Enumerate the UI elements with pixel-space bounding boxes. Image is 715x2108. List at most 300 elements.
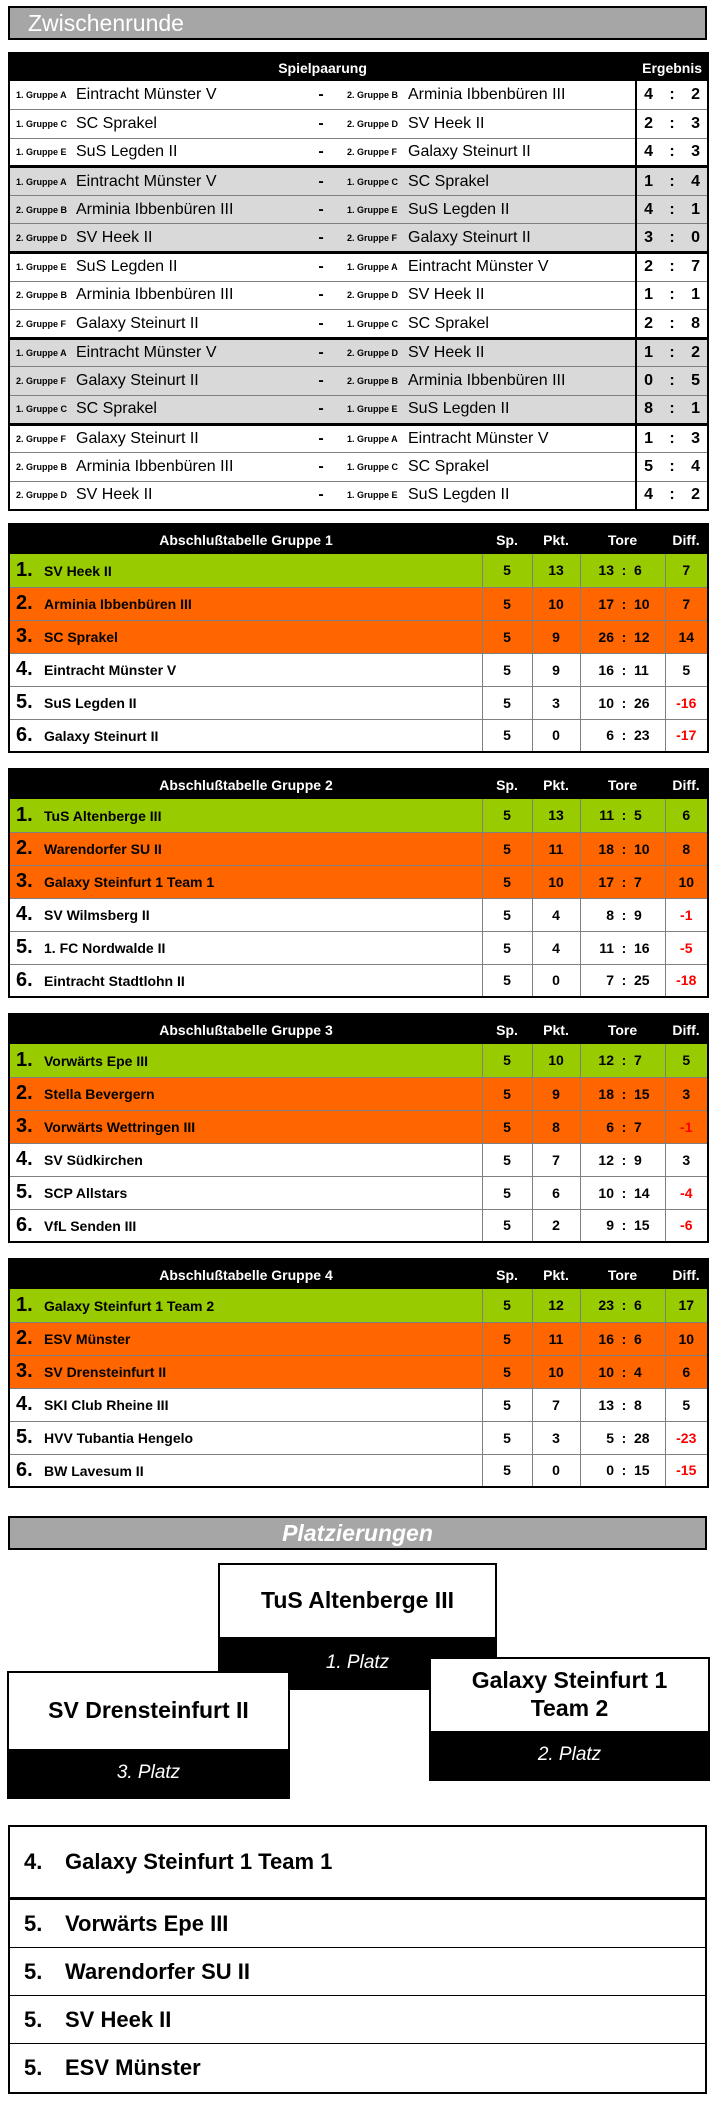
rank-number: 2.: [16, 837, 33, 859]
goals-for: 6: [580, 719, 618, 752]
ranking-number: 5.: [24, 2006, 43, 2032]
diff-header: Diff.: [665, 1259, 708, 1289]
team-name: Stella Bevergern: [44, 1086, 155, 1102]
goals-for: 12: [580, 1044, 618, 1077]
team-name: Galaxy Steinfurt 1 Team 2: [44, 1297, 215, 1314]
points: 0: [532, 964, 580, 997]
match-row: [9, 281, 708, 310]
goals-against: 9: [630, 1143, 665, 1176]
away-group-label: 2. Gruppe B: [341, 367, 408, 396]
goals-against: 12: [630, 620, 665, 653]
games-played: 5: [482, 719, 532, 752]
away-team: SV Heek II: [408, 281, 636, 310]
points: 4: [532, 931, 580, 964]
goals-colon: :: [618, 1388, 630, 1421]
pairing-header: Spielpaarung: [9, 53, 636, 81]
goals-against: 10: [630, 832, 665, 865]
goal-difference: -5: [665, 931, 708, 964]
points: 11: [532, 1322, 580, 1355]
home-team: SuS Legden II: [76, 253, 301, 282]
rank-number: 6.: [16, 723, 33, 746]
standings-row: [9, 620, 708, 653]
team-cell: [9, 1110, 482, 1143]
home-team: Galaxy Steinurt II: [76, 310, 301, 339]
away-score: 2: [684, 81, 708, 110]
team-cell: [9, 1209, 482, 1242]
goals-colon: :: [618, 1077, 630, 1110]
podium-second-place: 2. Platz: [537, 1744, 602, 1765]
points: 9: [532, 620, 580, 653]
team-name: Galaxy Steinurt II: [44, 727, 159, 744]
points: 8: [532, 1110, 580, 1143]
games-played: 5: [482, 898, 532, 931]
goals-colon: :: [618, 865, 630, 898]
ranking-row: [10, 1900, 705, 1948]
away-team: SC Sprakel: [408, 310, 636, 339]
team-name: Vorwärts Wettringen III: [44, 1119, 196, 1135]
team-cell: [9, 1289, 482, 1322]
vs-dash: -: [301, 424, 341, 453]
rank-number: 4.: [16, 903, 33, 925]
games-played: 5: [482, 1454, 532, 1487]
goal-difference: 7: [665, 554, 708, 587]
goals-against: 11: [630, 653, 665, 686]
away-group-label: 2. Gruppe D: [341, 281, 408, 310]
group-header-row: [9, 1259, 708, 1289]
home-score: 4: [636, 481, 660, 510]
standings-row: [9, 554, 708, 587]
games-played: 5: [482, 1355, 532, 1388]
home-score: 1: [636, 424, 660, 453]
away-group-label: 1. Gruppe E: [341, 195, 408, 224]
match-table: [8, 52, 709, 511]
team-name: Eintracht Stadtlohn II: [44, 972, 185, 989]
home-team: Eintracht Münster V: [76, 338, 301, 367]
ranking-row: [10, 1827, 705, 1900]
games-header: Sp.: [482, 1014, 532, 1044]
vs-dash: -: [301, 481, 341, 510]
score-colon: :: [660, 481, 684, 510]
away-score: 5: [684, 367, 708, 396]
away-score: 1: [684, 195, 708, 224]
vs-dash: -: [301, 310, 341, 339]
goal-difference: -16: [665, 686, 708, 719]
home-score: 8: [636, 396, 660, 425]
away-team: Galaxy Steinurt II: [408, 224, 636, 253]
away-score: 2: [684, 338, 708, 367]
home-group-label: 1. Gruppe E: [9, 253, 76, 282]
home-score: 2: [636, 310, 660, 339]
goals-for: 9: [580, 1209, 618, 1242]
home-score: 1: [636, 167, 660, 196]
vs-dash: -: [301, 338, 341, 367]
goals-for: 16: [580, 1322, 618, 1355]
points: 9: [532, 653, 580, 686]
standings-row: [9, 1077, 708, 1110]
goals-header: Tore: [580, 524, 665, 554]
match-row: [9, 338, 708, 367]
score-colon: :: [660, 281, 684, 310]
standings-row: [9, 865, 708, 898]
group-header-row: [9, 524, 708, 554]
away-score: 3: [684, 138, 708, 167]
match-row: [9, 396, 708, 425]
vs-dash: -: [301, 167, 341, 196]
podium-second: [429, 1657, 710, 1781]
goals-against: 14: [630, 1176, 665, 1209]
score-colon: :: [660, 167, 684, 196]
goals-colon: :: [618, 653, 630, 686]
points-header: Pkt.: [532, 769, 580, 799]
goals-against: 25: [630, 964, 665, 997]
goals-against: 5: [630, 799, 665, 832]
games-played: 5: [482, 653, 532, 686]
points: 2: [532, 1209, 580, 1242]
away-group-label: 2. Gruppe B: [341, 81, 408, 110]
podium-third-team: SV Drensteinfurt II: [9, 1673, 288, 1749]
home-group-label: 1. Gruppe A: [9, 167, 76, 196]
rank-number: 5.: [16, 1181, 33, 1203]
match-row: [9, 110, 708, 139]
rank-number: 1.: [16, 1048, 33, 1071]
standings-row: [9, 1388, 708, 1421]
standings-row: [9, 1110, 708, 1143]
away-group-label: 1. Gruppe A: [341, 424, 408, 453]
standings-row: [9, 1421, 708, 1454]
goals-colon: :: [618, 799, 630, 832]
goals-for: 10: [580, 1176, 618, 1209]
home-group-label: 1. Gruppe C: [9, 110, 76, 139]
home-team: SC Sprakel: [76, 110, 301, 139]
goals-against: 7: [630, 1044, 665, 1077]
goal-difference: -1: [665, 1110, 708, 1143]
team-name: HVV Tubantia Hengelo: [44, 1430, 194, 1446]
away-team: Arminia Ibbenbüren III: [408, 81, 636, 110]
team-name: SKI Club Rheine III: [44, 1397, 169, 1413]
games-played: 5: [482, 1388, 532, 1421]
goals-against: 6: [630, 1322, 665, 1355]
match-row: [9, 367, 708, 396]
points: 12: [532, 1289, 580, 1322]
diff-header: Diff.: [665, 524, 708, 554]
goal-difference: 6: [665, 799, 708, 832]
away-score: 1: [684, 281, 708, 310]
team-name: Vorwärts Epe III: [44, 1052, 148, 1069]
team-name: TuS Altenberge III: [44, 807, 162, 824]
home-team: Eintracht Münster V: [76, 167, 301, 196]
goals-header: Tore: [580, 1014, 665, 1044]
games-played: 5: [482, 554, 532, 587]
away-team: Eintracht Münster V: [408, 424, 636, 453]
group-table-1: [8, 523, 709, 753]
group-table-2: [8, 768, 709, 998]
goals-for: 11: [580, 799, 618, 832]
team-cell: [9, 620, 482, 653]
match-row: [9, 453, 708, 482]
team-name: SV Heek II: [44, 562, 112, 579]
team-name: SV Drensteinfurt II: [44, 1364, 167, 1380]
group-title: Abschlußtabelle Gruppe 4: [9, 1259, 482, 1289]
home-team: Arminia Ibbenbüren III: [76, 195, 301, 224]
points-header: Pkt.: [532, 1259, 580, 1289]
team-name: SC Sprakel: [44, 629, 118, 645]
points: 13: [532, 799, 580, 832]
away-team: SuS Legden II: [408, 396, 636, 425]
points-header: Pkt.: [532, 524, 580, 554]
vs-dash: -: [301, 138, 341, 167]
home-group-label: 2. Gruppe B: [9, 195, 76, 224]
group-table-4: [8, 1258, 709, 1488]
goals-colon: :: [618, 832, 630, 865]
games-header: Sp.: [482, 769, 532, 799]
away-group-label: 1. Gruppe C: [341, 453, 408, 482]
goals-colon: :: [618, 1110, 630, 1143]
score-colon: :: [660, 367, 684, 396]
home-group-label: 2. Gruppe D: [9, 481, 76, 510]
home-score: 1: [636, 338, 660, 367]
goals-colon: :: [618, 719, 630, 752]
team-name: Warendorfer SU II: [44, 841, 162, 857]
standings-row: [9, 931, 708, 964]
team-cell: [9, 653, 482, 686]
team-cell: [9, 799, 482, 832]
team-name: SCP Allstars: [44, 1185, 128, 1201]
goal-difference: 7: [665, 587, 708, 620]
goals-against: 10: [630, 587, 665, 620]
team-cell: [9, 719, 482, 752]
goals-against: 6: [630, 554, 665, 587]
away-group-label: 2. Gruppe D: [341, 110, 408, 139]
away-team: SV Heek II: [408, 110, 636, 139]
away-score: 7: [684, 253, 708, 282]
standings-row: [9, 964, 708, 997]
standings-row: [9, 1176, 708, 1209]
home-group-label: 2. Gruppe B: [9, 281, 76, 310]
standings-row: [9, 1209, 708, 1242]
goals-against: 15: [630, 1454, 665, 1487]
team-cell: [9, 1176, 482, 1209]
points: 11: [532, 832, 580, 865]
goals-for: 10: [580, 686, 618, 719]
goals-colon: :: [618, 1176, 630, 1209]
goals-against: 26: [630, 686, 665, 719]
vs-dash: -: [301, 224, 341, 253]
away-score: 1: [684, 396, 708, 425]
games-played: 5: [482, 1209, 532, 1242]
score-colon: :: [660, 424, 684, 453]
away-group-label: 1. Gruppe A: [341, 253, 408, 282]
ranking-row: [10, 1996, 705, 2044]
points: 10: [532, 587, 580, 620]
games-played: 5: [482, 1044, 532, 1077]
goals-colon: :: [618, 1322, 630, 1355]
diff-header: Diff.: [665, 1014, 708, 1044]
team-cell: [9, 964, 482, 997]
goals-against: 7: [630, 1110, 665, 1143]
score-colon: :: [660, 224, 684, 253]
goals-for: 23: [580, 1289, 618, 1322]
rank-number: 3.: [16, 1115, 33, 1137]
standings-row: [9, 653, 708, 686]
team-cell: [9, 1143, 482, 1176]
rank-number: 2.: [16, 1327, 33, 1349]
home-group-label: 2. Gruppe F: [9, 367, 76, 396]
goals-colon: :: [618, 931, 630, 964]
goals-colon: :: [618, 1143, 630, 1176]
diff-header: Diff.: [665, 769, 708, 799]
ranking-row: [10, 1948, 705, 1996]
rank-number: 1.: [16, 803, 33, 826]
goals-colon: :: [618, 1454, 630, 1487]
goal-difference: 3: [665, 1143, 708, 1176]
match-row: [9, 224, 708, 253]
goal-difference: -23: [665, 1421, 708, 1454]
ranking-number: 5.: [24, 1910, 43, 1936]
rank-number: 5.: [16, 936, 33, 958]
team-name: Arminia Ibbenbüren III: [44, 596, 192, 612]
away-team: SuS Legden II: [408, 195, 636, 224]
games-played: 5: [482, 1322, 532, 1355]
score-colon: :: [660, 81, 684, 110]
match-row: [9, 167, 708, 196]
match-row: [9, 81, 708, 110]
away-group-label: 1. Gruppe C: [341, 310, 408, 339]
away-score: 0: [684, 224, 708, 253]
team-cell: [9, 931, 482, 964]
games-played: 5: [482, 1176, 532, 1209]
games-played: 5: [482, 1077, 532, 1110]
group-header-row: [9, 769, 708, 799]
home-score: 1: [636, 281, 660, 310]
goals-for: 11: [580, 931, 618, 964]
goals-colon: :: [618, 1289, 630, 1322]
goals-against: 7: [630, 865, 665, 898]
goals-for: 10: [580, 1355, 618, 1388]
goals-colon: :: [618, 554, 630, 587]
standings-row: [9, 686, 708, 719]
home-team: Arminia Ibbenbüren III: [76, 281, 301, 310]
match-row: [9, 253, 708, 282]
team-name: ESV Münster: [44, 1331, 131, 1347]
goal-difference: -1: [665, 898, 708, 931]
points: 10: [532, 1355, 580, 1388]
group-title: Abschlußtabelle Gruppe 1: [9, 524, 482, 554]
home-group-label: 1. Gruppe A: [9, 338, 76, 367]
rank-number: 1.: [16, 1293, 33, 1316]
team-cell: [9, 1077, 482, 1110]
goal-difference: -17: [665, 719, 708, 752]
away-group-label: 1. Gruppe E: [341, 481, 408, 510]
goals-colon: :: [618, 620, 630, 653]
home-team: Galaxy Steinurt II: [76, 424, 301, 453]
games-played: 5: [482, 587, 532, 620]
team-name: SuS Legden II: [44, 695, 137, 711]
points: 3: [532, 686, 580, 719]
team-name: Eintracht Münster V: [44, 662, 177, 678]
vs-dash: -: [301, 396, 341, 425]
team-cell: [9, 686, 482, 719]
games-played: 5: [482, 1110, 532, 1143]
goals-colon: :: [618, 1209, 630, 1242]
score-colon: :: [660, 110, 684, 139]
vs-dash: -: [301, 367, 341, 396]
away-score: 4: [684, 453, 708, 482]
goal-difference: 6: [665, 1355, 708, 1388]
away-team: SC Sprakel: [408, 453, 636, 482]
match-row: [9, 481, 708, 510]
team-cell: [9, 898, 482, 931]
goals-for: 6: [580, 1110, 618, 1143]
goals-for: 17: [580, 865, 618, 898]
home-team: Eintracht Münster V: [76, 81, 301, 110]
goals-colon: :: [618, 898, 630, 931]
score-colon: :: [660, 396, 684, 425]
score-colon: :: [660, 338, 684, 367]
team-cell: [9, 832, 482, 865]
points: 10: [532, 865, 580, 898]
goals-for: 5: [580, 1421, 618, 1454]
games-played: 5: [482, 1421, 532, 1454]
goal-difference: 8: [665, 832, 708, 865]
standings-row: [9, 1289, 708, 1322]
group-table-3: [8, 1013, 709, 1243]
match-row: [9, 195, 708, 224]
match-row: [9, 138, 708, 167]
rank-number: 2.: [16, 1082, 33, 1104]
match-row: [9, 310, 708, 339]
goals-for: 0: [580, 1454, 618, 1487]
rank-number: 6.: [16, 1458, 33, 1481]
away-group-label: 2. Gruppe D: [341, 338, 408, 367]
rank-number: 4.: [16, 1148, 33, 1170]
ranking-row: [10, 2044, 705, 2092]
rank-number: 4.: [16, 1393, 33, 1415]
team-cell: [9, 1044, 482, 1077]
home-score: 2: [636, 253, 660, 282]
goal-difference: 14: [665, 620, 708, 653]
ranking-number: 5.: [24, 2055, 43, 2080]
away-team: SuS Legden II: [408, 481, 636, 510]
ranking-team: ESV Münster: [65, 2055, 201, 2080]
vs-dash: -: [301, 281, 341, 310]
goals-for: 7: [580, 964, 618, 997]
goals-for: 12: [580, 1143, 618, 1176]
goals-colon: :: [618, 1355, 630, 1388]
team-name: 1. FC Nordwalde II: [44, 940, 166, 956]
away-score: 4: [684, 167, 708, 196]
points: 7: [532, 1388, 580, 1421]
goal-difference: 17: [665, 1289, 708, 1322]
standings-row: [9, 1143, 708, 1176]
team-name: SV Südkirchen: [44, 1152, 143, 1168]
away-team: SC Sprakel: [408, 167, 636, 196]
home-group-label: 2. Gruppe F: [9, 424, 76, 453]
ranking-team: SV Heek II: [65, 2006, 172, 2032]
away-score: 8: [684, 310, 708, 339]
goals-colon: :: [618, 686, 630, 719]
goals-header: Tore: [580, 1259, 665, 1289]
goals-against: 28: [630, 1421, 665, 1454]
home-team: Arminia Ibbenbüren III: [76, 453, 301, 482]
ranking-number: 4.: [24, 1849, 43, 1874]
match-table-header: [9, 53, 708, 81]
home-group-label: 1. Gruppe A: [9, 81, 76, 110]
away-score: 3: [684, 424, 708, 453]
vs-dash: -: [301, 195, 341, 224]
goals-for: 13: [580, 554, 618, 587]
podium-first-team: TuS Altenberge III: [220, 1565, 495, 1637]
match-row: [9, 424, 708, 453]
